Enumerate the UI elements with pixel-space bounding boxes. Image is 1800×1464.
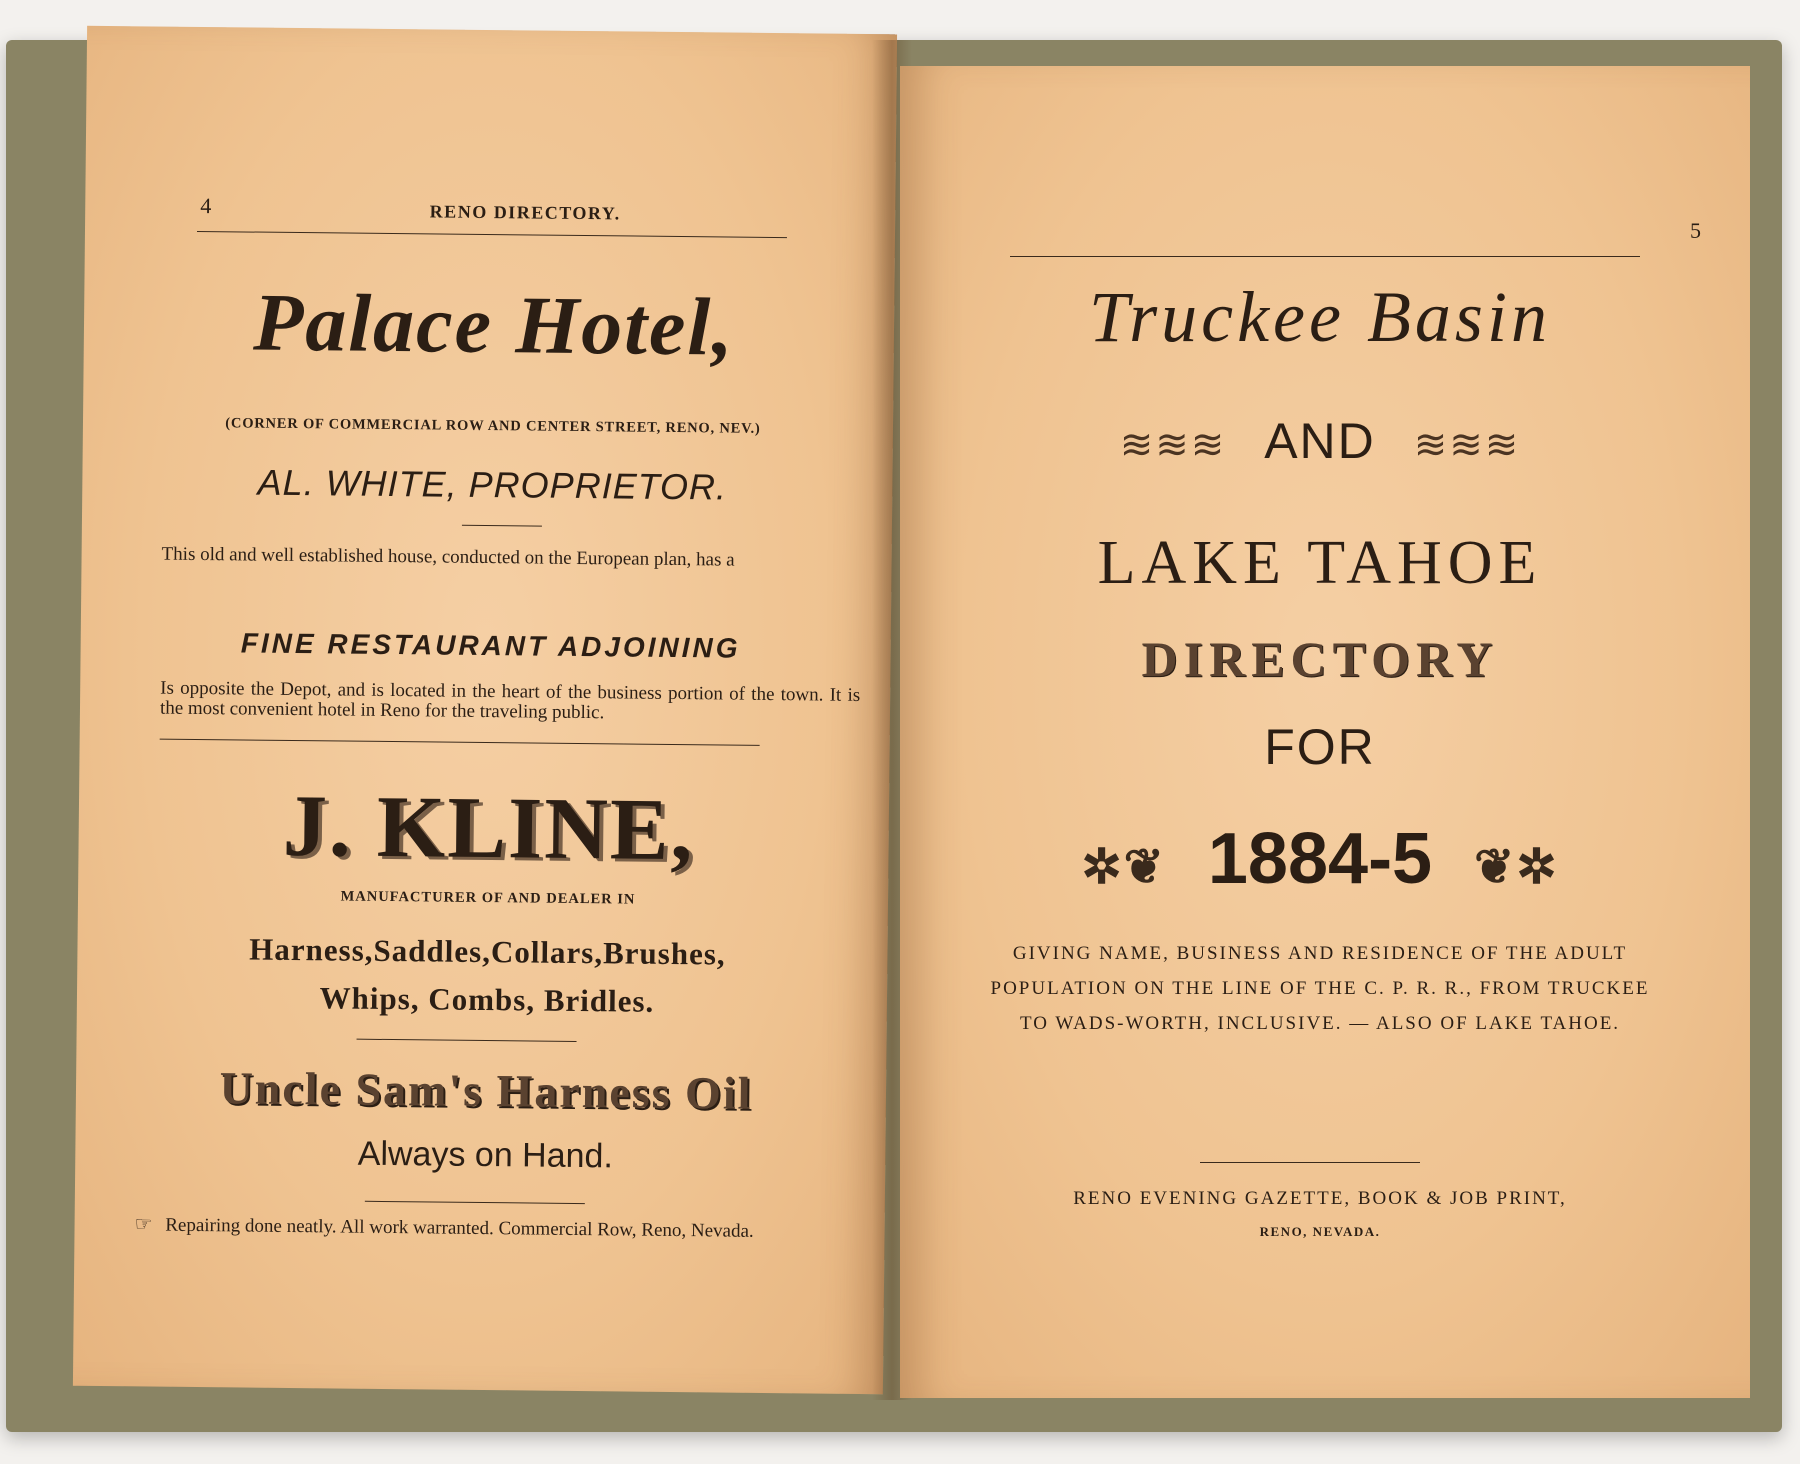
flourish-icon: ≋≋≋ <box>1413 422 1521 467</box>
divider <box>365 1201 585 1204</box>
printer-line: RENO EVENING GAZETTE, BOOK & JOB PRINT, <box>1073 1188 1567 1209</box>
left-page <box>73 26 897 1394</box>
repairing-note <box>134 1214 834 1242</box>
proprietor: AL. WHITE, PROPRIETOR. <box>257 461 728 508</box>
hotel-name: Palace Hotel, <box>252 276 736 373</box>
pointing-hand-icon: ☞ <box>134 1213 153 1236</box>
hotel-location-text: Is opposite the Depot, and is located in the heart of the business portion of the town. It is the most convenient hotel in Reno for the traveling public. <box>159 677 861 724</box>
printer-city: RENO, NEVADA. <box>1259 1224 1381 1239</box>
ornament-icon: ❦✲ <box>1474 841 1559 894</box>
hotel-address: (CORNER OF COMMERCIAL ROW AND CENTER STREET, RENO, NEV.) <box>225 415 761 437</box>
divider <box>462 525 542 527</box>
and-word: AND <box>1264 413 1376 469</box>
title-script: Truckee Basin <box>1089 277 1551 357</box>
running-head: RENO DIRECTORY. <box>429 201 621 224</box>
page-number: 4 <box>200 192 212 219</box>
ornament-icon: ✲❦ <box>1081 841 1166 894</box>
divider <box>197 231 787 238</box>
manufacturer-line: MANUFACTURER OF AND DEALER IN <box>340 888 636 908</box>
description: GIVING NAME, BUSINESS AND RESIDENCE OF THE ADULT POPULATION ON THE LINE OF THE C. P. R. R., FROM TRUCKEE TO WADS-WORTH, INCLUSIVE. — ALSO OF LAKE TAHOE. <box>990 943 1650 1034</box>
and-line <box>960 412 1680 470</box>
goods-list <box>137 924 838 1027</box>
divider <box>160 739 760 746</box>
goods-line-2: Whips, Combs, Bridles. <box>319 980 655 1019</box>
for-word: FOR <box>1264 719 1376 775</box>
divider <box>1010 256 1640 257</box>
restaurant-heading: FINE RESTAURANT ADJOINING <box>240 627 741 664</box>
year-line <box>960 818 1680 900</box>
page-number: 5 <box>1690 218 1701 243</box>
always-on-hand: Always on Hand. <box>357 1134 614 1176</box>
directory-title: DIRECTORY <box>1141 631 1499 687</box>
repairing-text: Repairing done neatly. All work warranted. Commercial Row, Reno, Nevada. <box>165 1214 754 1242</box>
divider <box>1200 1162 1420 1163</box>
lake-tahoe-title: LAKE TAHOE <box>1097 529 1543 597</box>
flourish-icon: ≋≋≋ <box>1119 422 1227 467</box>
harness-oil-heading: Uncle Sam's Harness Oil <box>219 1062 753 1119</box>
kline-heading: J. KLINE, <box>282 777 696 880</box>
divider <box>357 1039 577 1042</box>
hotel-description: This old and well established house, conducted on the European plan, has a <box>161 543 735 571</box>
right-page <box>900 66 1750 1398</box>
year: 1884-5 <box>1207 819 1433 899</box>
goods-line-1: Harness,Saddles,Collars,Brushes, <box>249 931 726 972</box>
